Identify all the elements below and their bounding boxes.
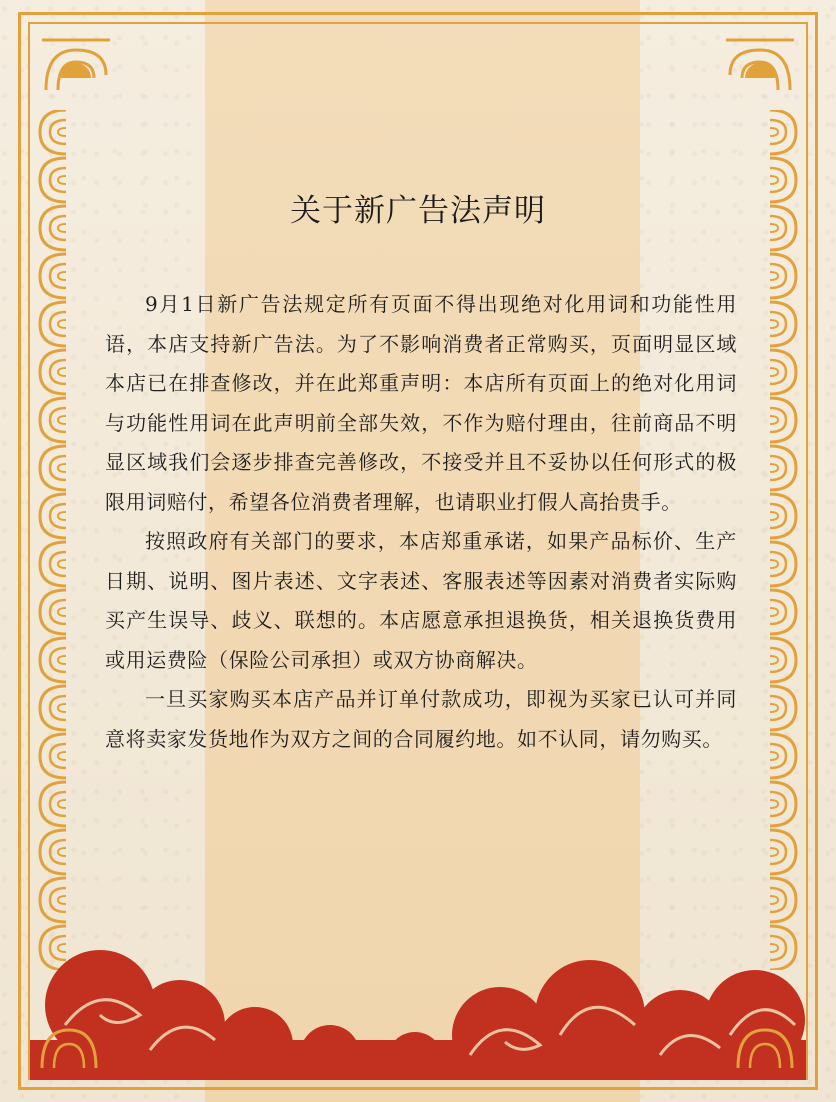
- paragraph-3: 一旦买家购买本店产品并订单付款成功，即视为买家已认可并同意将卖家发货地作为双方之间的合同履约地。如不认同，请勿购买。: [105, 687, 737, 751]
- top-left-corner-sun-icon: [36, 30, 116, 100]
- document-body: [105, 285, 737, 759]
- right-swirl-border: [764, 110, 800, 970]
- paragraph-1: 9月1日新广告法规定所有页面不得出现绝对化用词和功能性用语，本店支持新广告法。为了不影响消费者正常购买，页面明显区域本店已在排查修改，并在此郑重声明：本店所有页面上的绝对化用词与功能性用词在此声明前全部失效，不作为赔付理由，往前商品不明显区域我们会逐步排查完善修改，不接受并且不妥协以任何形式的极限用词赔付，希望各位消费者理解，也请职业打假人高抬贵手。: [105, 292, 737, 514]
- bottom-red-clouds: [30, 930, 806, 1080]
- top-right-corner-sun-icon: [720, 30, 800, 100]
- paragraph-2: 按照政府有关部门的要求，本店郑重承诺，如果产品标价、生产日期、说明、图片表述、文字表述、客服表述等因素对消费者实际购买产生误导、歧义、联想的。本店愿意承担退换货，相关退换货费用或用运费险（保险公司承担）或双方协商解决。: [105, 529, 737, 672]
- document-title: 关于新广告法声明: [290, 193, 546, 229]
- left-swirl-border: [36, 110, 72, 970]
- bottom-right-sun-icon: [730, 1010, 800, 1070]
- bottom-left-sun-icon: [34, 1010, 104, 1070]
